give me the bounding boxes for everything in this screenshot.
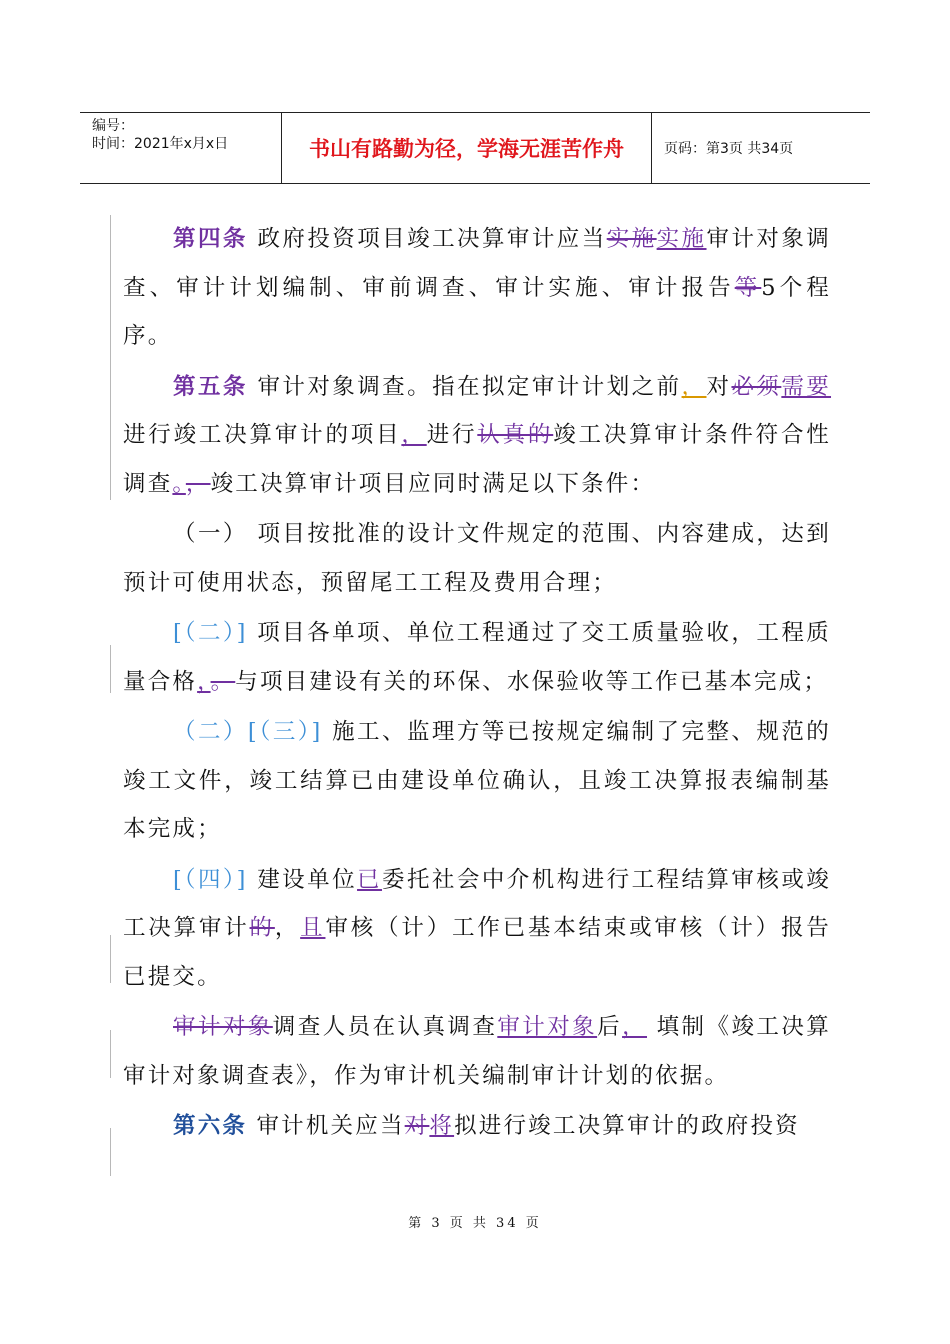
document-body (123, 215, 831, 1153)
text-run: 竣工决算审计条件符合性调查 (123, 422, 831, 497)
text-run: 建设单位 (247, 866, 358, 893)
inserted-text: 实施 (656, 226, 707, 252)
page-footer: 第 3 页 共 34 页 (408, 1216, 542, 1231)
inserted-text: 且 (300, 915, 326, 941)
article-6-paragraph (123, 1102, 831, 1151)
text-run: 与项目建设有关的环保、水保验收等工作已基本完成； (235, 668, 829, 695)
deleted-text: 的 (249, 915, 275, 941)
article-heading: 第六条 (173, 1113, 248, 1139)
text-run: 施工、监理方等已按规定编制了完整、规范的竣工文件，竣工结算已由建设单位确认，且竣工决算报表编制基本完成； (123, 719, 831, 842)
text-run: 审核（计）工作已基本结束或审核（计）报告已提交。 (123, 915, 831, 990)
item-number: [（四）] (173, 866, 248, 893)
text-run: 后 (597, 1014, 623, 1040)
text-run: 5个程序。 (123, 274, 832, 349)
header-page-label: 页码：第3页 共34页 (664, 141, 794, 157)
article-5-paragraph (123, 363, 831, 509)
deleted-text: 认真的 (477, 422, 554, 448)
deleted-text: 等 (734, 274, 762, 301)
deleted-text: 。 (210, 668, 236, 695)
text-run: 项目各单项、单位工程通过了交工质量验收，工程质量合格 (123, 620, 831, 695)
item-number: （二） (173, 719, 248, 745)
text-run: ， (274, 915, 301, 941)
text-run: 竣工决算审计项目应同时满足以下条件： (210, 470, 656, 497)
investigation-paragraph (123, 1003, 831, 1100)
inserted-text: 已 (357, 866, 383, 893)
inserted-text: 审计对象 (497, 1014, 598, 1040)
article-4-paragraph (123, 215, 831, 361)
condition-4-paragraph (123, 856, 831, 1002)
page-header (80, 112, 870, 184)
text-run: 进行 (426, 422, 478, 448)
inserted-text: ， (681, 373, 707, 400)
deleted-text: 必须 (731, 373, 782, 400)
text-run: 调查人员在认真调查 (272, 1014, 498, 1040)
inserted-text: ， (401, 422, 427, 448)
condition-1-paragraph (123, 510, 831, 607)
text-run: 审计对象调查。指在拟定审计计划之前 (247, 373, 682, 400)
text-run: 审计机关应当 (247, 1113, 405, 1139)
condition-3-paragraph (123, 708, 831, 854)
text-run: 拟进行竣工决算审计的政府投资 (454, 1113, 800, 1139)
document-time-label: 时间：2021年x月x日 (92, 136, 229, 152)
text-run: 审计对象调查、审计计划编制、审前调查、审计实施、审计报告 (123, 226, 832, 301)
text-run: 委托社会中介机构进行工程结算审核或竣工决算审计 (123, 866, 832, 941)
revision-bar (110, 1128, 111, 1176)
inserted-text: 。 (172, 470, 186, 497)
revision-bar (110, 1030, 111, 1078)
deleted-text: 对 (404, 1113, 430, 1139)
deleted-text: 审计对象 (173, 1014, 273, 1040)
inserted-text: ， (197, 668, 211, 695)
deleted-text: ， (185, 470, 211, 497)
inserted-text: ， (622, 1014, 648, 1040)
header-motto: 书山有路勤为径，学海无涯苦作舟 (282, 113, 652, 183)
inserted-text: 需要 (781, 373, 832, 400)
document-number-label: 编号： (92, 118, 134, 134)
item-number: [（三）] (247, 719, 323, 745)
condition-2-paragraph (123, 609, 831, 706)
text-run: 政府投资项目竣工决算审计应当 (247, 226, 607, 252)
revision-bar (110, 645, 111, 693)
text-run: 对 (706, 373, 732, 400)
text-run: 进行竣工决算审计的项目 (123, 422, 402, 448)
revision-bar (110, 935, 111, 983)
header-meta (80, 113, 282, 183)
deleted-text: 实施 (606, 226, 657, 252)
article-heading: 第五条 (173, 373, 248, 400)
text-run: 填制《竣工决算审计对象调查表》，作为审计机关编制审计计划的依据。 (123, 1014, 831, 1089)
revision-bar (110, 215, 111, 500)
text-run: （一） 项目按批准的设计文件规定的范围、内容建成，达到预计可使用状态，预留尾工工程及费用合理； (123, 521, 831, 596)
article-heading: 第四条 (173, 226, 248, 252)
item-number: [（二）] (173, 620, 248, 646)
inserted-text: 将 (429, 1113, 455, 1139)
